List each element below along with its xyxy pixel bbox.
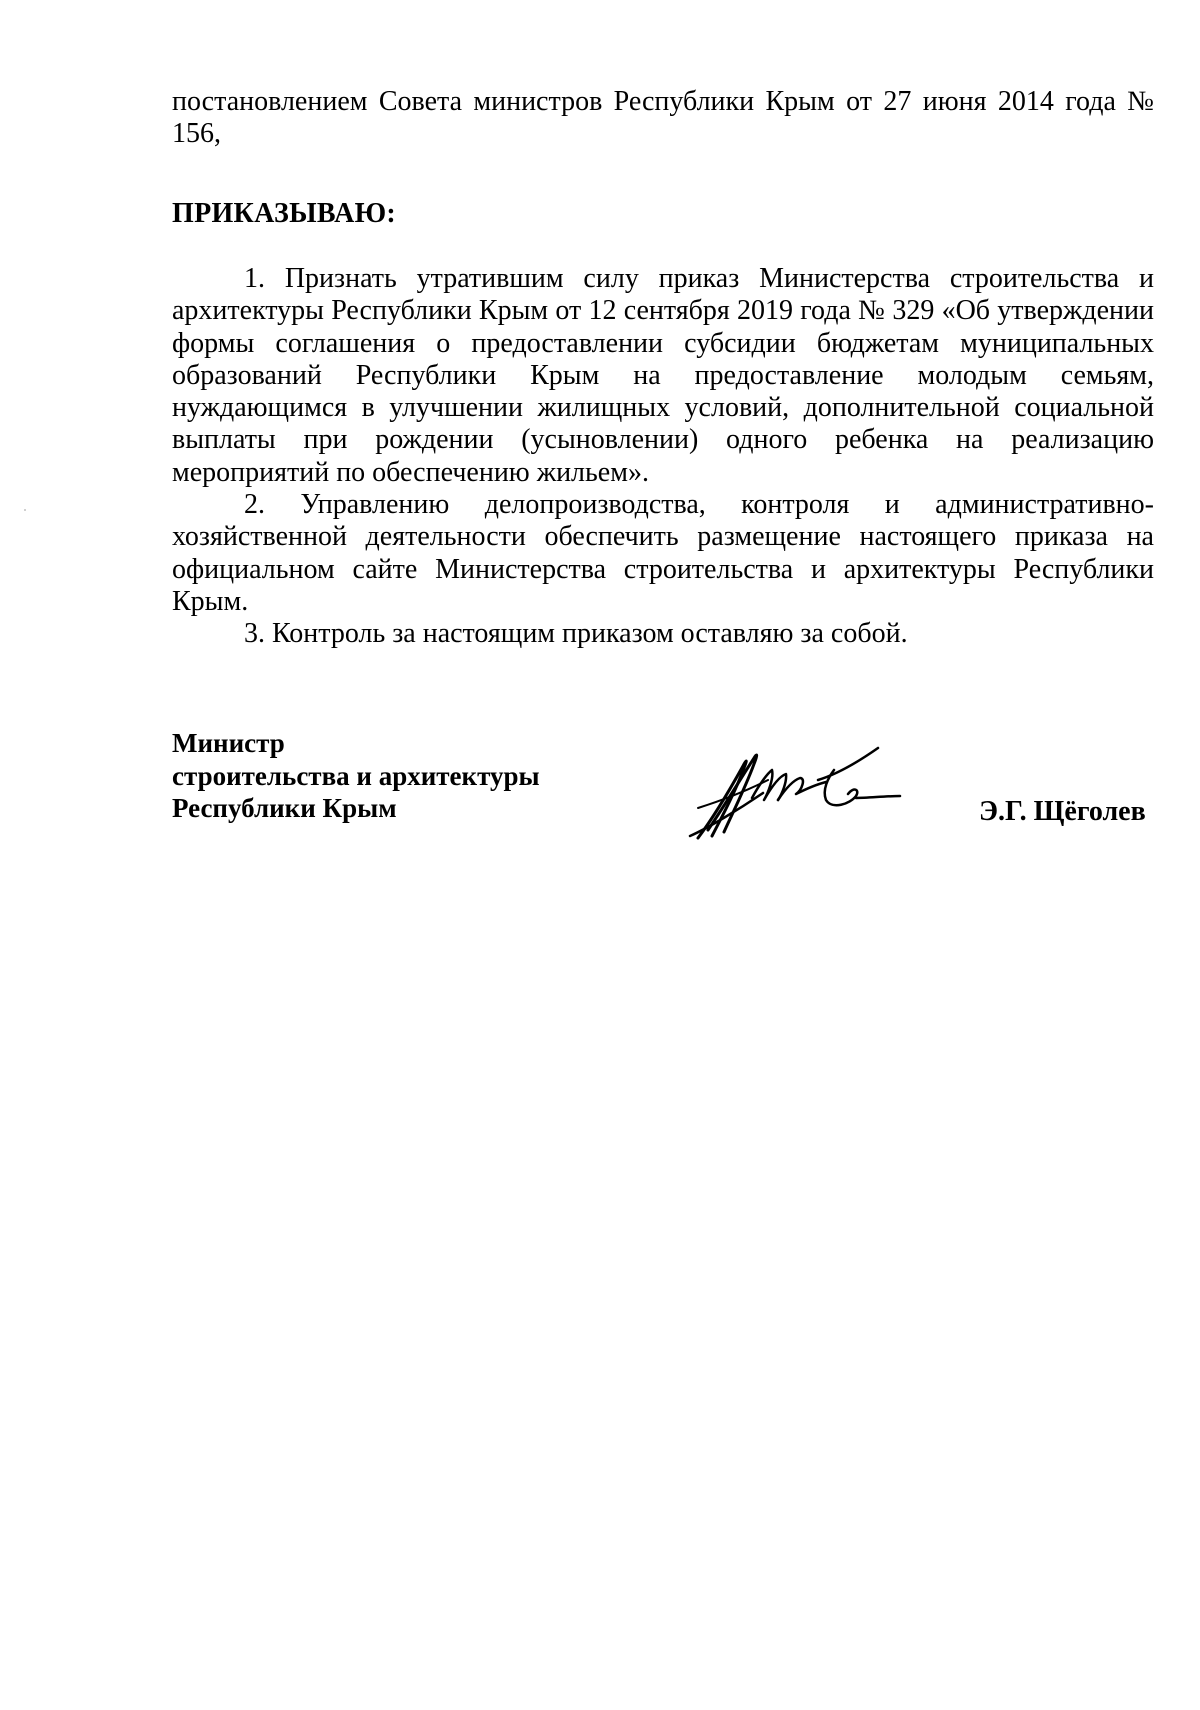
order-item: 3. Контроль за настоящим приказом оставляю за собой.: [244, 618, 908, 650]
signer-name: Э.Г. Щёголев: [979, 796, 1146, 827]
signatory-position-line: строительства и архитектуры: [172, 760, 540, 791]
order-items-list: [172, 263, 1154, 651]
handwritten-signature-icon: [668, 738, 968, 848]
order-item: 1. Признать утратившим силу приказ Министерства строительства и архитектуры Республики Крым от 12 сентября 2019 года № 329 «Об утверждении формы соглашения о предоставлении субсидии бюджетам муниципальных образований Республики Крым на предоставление молодым семьям, нуждающимся в улучшении жилищных условий, дополнительной социальной выплаты при рождении (усыновлении) одного ребенка на реализацию мероприятий по обеспечению жильем».: [172, 263, 1154, 488]
intro-paragraph: постановлением Совета министров Республики Крым от 27 июня 2014 года № 156,: [172, 86, 1154, 150]
scan-artifact-dot: [24, 509, 26, 511]
signatory-position-line: Министр: [172, 728, 285, 758]
order-heading: ПРИКАЗЫВАЮ:: [172, 198, 397, 229]
signatory-position-line: Республики Крым: [172, 793, 397, 823]
signatory-position: [172, 727, 540, 825]
order-item: 2. Управлению делопроизводства, контроля и административно-хозяйственной деятельности обеспечить размещение настоящего приказа на официальном сайте Министерства строительства и архитектуры Республики Крым.: [172, 489, 1154, 617]
